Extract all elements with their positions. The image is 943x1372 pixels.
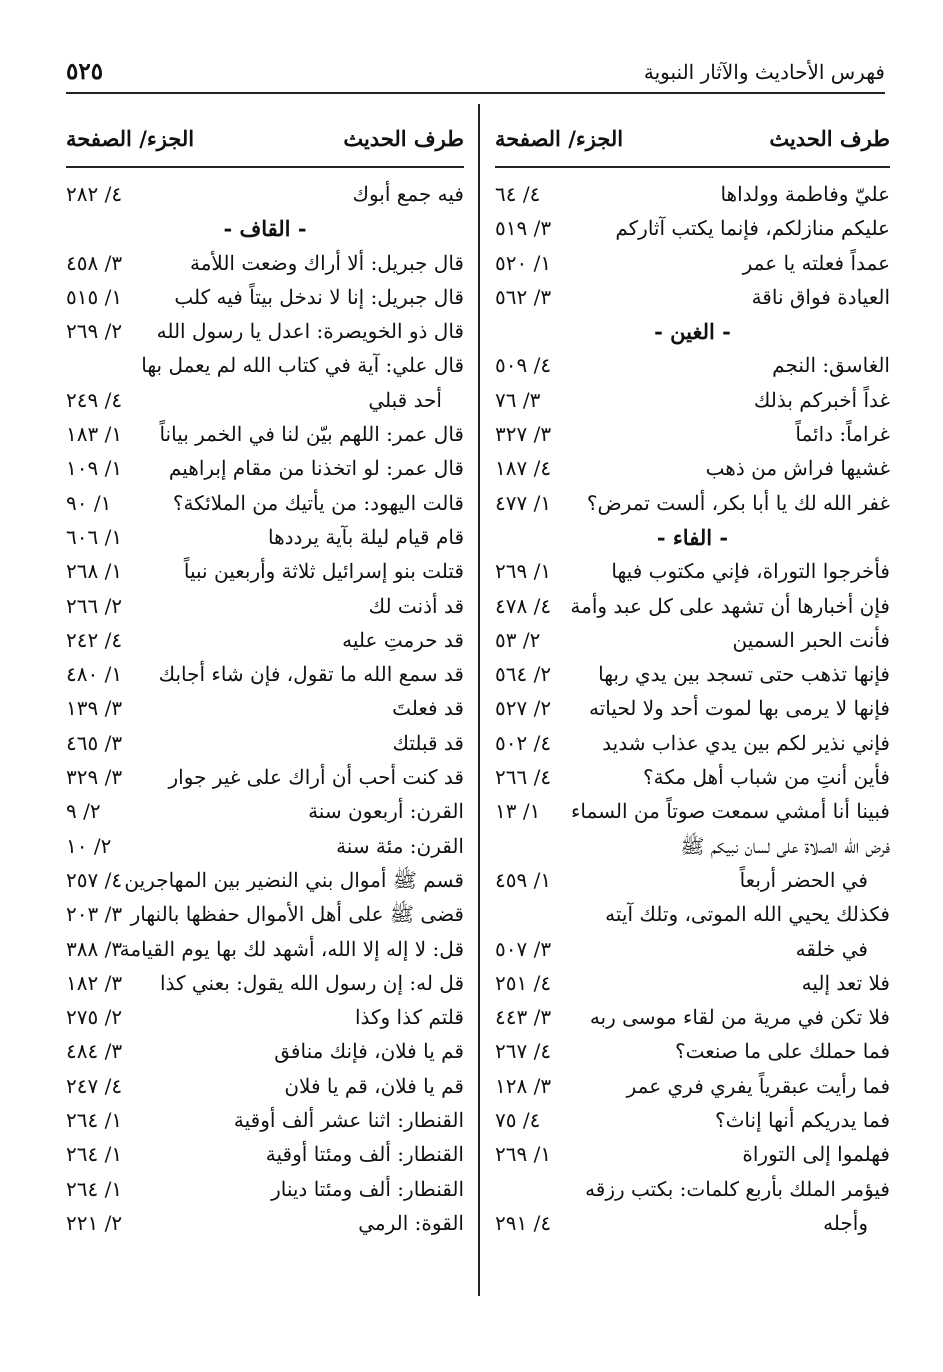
volume-page-ref: ٢/ ٢٢١ [66, 1210, 123, 1235]
hadith-text: عمداً فعلته يا عمر [742, 250, 890, 275]
volume-page-ref: ١/ ٤٧٧ [495, 490, 552, 515]
hadith-text: فإن أخبارها أن تشهد على كل عبد وأمة [570, 593, 890, 618]
index-entry [66, 454, 464, 488]
index-entry [66, 283, 464, 317]
hadith-text: قال جبريل: إنا لا ندخل بيتاً فيه كلب [174, 284, 464, 309]
reference-heading: الجزء/ الصفحة [66, 126, 195, 151]
volume-page-ref: ١/ ٤٥٩ [495, 867, 552, 892]
index-entry [66, 1209, 464, 1243]
hadith-text: فأنت الحبر السمين [732, 627, 890, 652]
hadith-text: فإنها تذهب حتى تسجد بين يدي ربها [598, 662, 890, 687]
index-entry [495, 386, 890, 420]
index-entry [66, 1175, 464, 1209]
hadith-text: العيادة فواق ناقة [751, 284, 890, 309]
hadith-text: قسم ﷺ أموال بني النضير بين المهاجرين [124, 867, 464, 892]
hadith-text: قلتم كذا وكذا [354, 1005, 464, 1030]
section-heading [66, 214, 464, 248]
hadith-text: قال علي: آية في كتاب الله لم يعمل بها [141, 353, 464, 378]
volume-page-ref: ٢/ ٢٦٩ [66, 319, 123, 344]
volume-page-ref: ٤/ ٢٦٦ [495, 765, 552, 790]
index-entry [66, 420, 464, 454]
index-entry [66, 592, 464, 626]
volume-page-ref: ٤/ ٤٧٨ [495, 593, 552, 618]
volume-page-ref: ١/ ١٠٩ [66, 456, 123, 481]
volume-page-ref: ٤/ ١٨٧ [495, 456, 552, 481]
index-entry [66, 626, 464, 660]
hadith-text: القرن: مئة سنة [336, 833, 464, 858]
hadith-text: فيه جمع أبوك [352, 182, 464, 206]
index-entry [495, 866, 890, 900]
volume-page-ref: ٢/ ٥٣ [495, 627, 541, 652]
volume-page-ref: ٢/ ٩ [66, 799, 101, 824]
hadith-text: وأجله [823, 1210, 868, 1235]
volume-page-ref: ٢/ ٢٧٥ [66, 1005, 123, 1030]
index-entry [495, 1072, 890, 1106]
index-entry [495, 1003, 890, 1037]
index-entry [66, 1072, 464, 1106]
index-entry [495, 592, 890, 626]
index-entry [495, 797, 890, 831]
hadith-text: فإنها لا يرمى بها لموت أحد ولا لحياته [588, 696, 890, 721]
index-entry [495, 900, 890, 934]
index-entry [495, 729, 890, 763]
index-entry [66, 797, 464, 831]
volume-page-ref: ٣/ ١٨٢ [66, 970, 123, 995]
right-column-header [495, 118, 890, 168]
hadith-text: فلا تعد إليه [801, 970, 890, 995]
hadith-text: قد أذنت لك [368, 593, 464, 618]
volume-page-ref: ١/ ٥١٥ [66, 284, 123, 309]
index-entry [495, 1106, 890, 1140]
index-entry [495, 1175, 890, 1209]
hadith-text: فكذلك يحيي الله الموتى، وتلك آيته [605, 902, 890, 927]
hadith-text: فأخرجوا التوراة، فإني مكتوب فيها [611, 559, 890, 584]
left-column-header [66, 118, 464, 168]
index-entry [495, 1209, 890, 1243]
right-column [495, 118, 890, 1243]
header-title: فهرس الأحاديث والآثار النبوية [643, 60, 885, 84]
volume-page-ref: ١/ ٢٦٤ [66, 1108, 123, 1133]
running-header [66, 58, 885, 94]
index-entry [66, 729, 464, 763]
index-entry [66, 1003, 464, 1037]
volume-page-ref: ٤/ ٢٤٢ [66, 627, 123, 652]
volume-page-ref: ٢/ ١٠ [66, 833, 112, 858]
volume-page-ref: ٤/ ٢٤٧ [66, 1073, 123, 1098]
hadith-text: قم يا فلان، فإنك منافق [274, 1039, 464, 1064]
volume-page-ref: ٣/ ٧٦ [495, 387, 541, 412]
hadith-text: غداً أخبركم بذلك [753, 387, 890, 412]
index-entry [495, 694, 890, 728]
volume-page-ref: ٣/ ١٣٩ [66, 696, 123, 721]
index-entry [66, 1106, 464, 1140]
index-entry [66, 386, 464, 420]
hadith-text: قال جبريل: ألا أراك وضعت اللأمة [189, 250, 464, 275]
hadith-heading: طرف الحديث [769, 126, 890, 151]
volume-page-ref: ٤/ ٥٠٩ [495, 353, 552, 378]
index-entry [66, 1037, 464, 1071]
hadith-text: القنطار: اثنا عشر ألف أوقية [233, 1108, 464, 1133]
index-entry [495, 626, 890, 660]
hadith-text: قال ذو الخويصرة: اعدل يا رسول الله [156, 319, 464, 344]
index-entry [66, 317, 464, 351]
hadith-text: فأين أنتِ من شباب أهل مكة؟ [643, 765, 890, 790]
index-entry [66, 1140, 464, 1174]
section-title: - الغين - [654, 319, 731, 345]
volume-page-ref: ١/ ٢٦٤ [66, 1176, 123, 1201]
volume-page-ref: ١/ ٦٠٦ [66, 524, 123, 549]
index-entry [66, 523, 464, 557]
volume-page-ref: ١/ ٢٦٤ [66, 1142, 123, 1167]
index-entry [495, 180, 890, 214]
volume-page-ref: ٤/ ٢٦٧ [495, 1039, 552, 1064]
hadith-text: الغاسق: النجم [772, 353, 890, 378]
hadith-text: القنطار: ألف ومئتا أوقية [265, 1142, 464, 1167]
hadith-text: في خلقه [795, 936, 868, 961]
hadith-text: قل له: إن رسول الله يقول: بعني كذا [159, 970, 464, 995]
index-entry [66, 694, 464, 728]
index-entry [66, 249, 464, 283]
index-entry [66, 866, 464, 900]
index-entry [66, 180, 464, 214]
volume-page-ref: ٤/ ٧٥ [495, 1108, 541, 1133]
volume-page-ref: ٢/ ٥٦٤ [495, 662, 552, 687]
index-entry [495, 1037, 890, 1071]
volume-page-ref: ٤/ ٢٥١ [495, 970, 552, 995]
hadith-text: قضى ﷺ على أهل الأموال حفظها بالنهار [130, 902, 464, 927]
hadith-text: قد كنت أحب أن أراك على غير جوار [168, 765, 464, 790]
hadith-text: قل: لا إله إلا الله، أشهد لك بها يوم القيامة [119, 936, 464, 961]
index-entry [495, 660, 890, 694]
volume-page-ref: ٣/ ٤٤٣ [495, 1005, 552, 1030]
volume-page-ref: ١/ ٢٦٩ [495, 1142, 552, 1167]
hadith-text: قام قيام ليلة بآية يرددها [267, 524, 464, 549]
volume-page-ref: ١/ ١٣ [495, 799, 541, 824]
index-entry [66, 832, 464, 866]
index-entry [495, 1140, 890, 1174]
volume-page-ref: ٤/ ٥٠٢ [495, 730, 552, 755]
volume-page-ref: ١/ ٢٦٨ [66, 559, 123, 584]
volume-page-ref: ١/ ٩٠ [66, 490, 112, 515]
index-entry [495, 489, 890, 523]
volume-page-ref: ٣/ ٥١٩ [495, 216, 552, 241]
hadith-text: القرن: أربعون سنة [308, 799, 464, 824]
volume-page-ref: ١/ ٤٨٠ [66, 662, 123, 687]
index-entry [66, 763, 464, 797]
section-heading [495, 523, 890, 557]
section-title: - القاف - [223, 216, 307, 242]
index-entry [66, 351, 464, 385]
hadith-text: قتلت بنو إسرائيل ثلاثة وأربعين نبياً [183, 559, 464, 584]
page-number: ٥٢٥ [66, 58, 104, 85]
hadith-text: فإني نذير لكم بين يدي عذاب شديد [602, 730, 890, 755]
hadith-text: القوة: الرمي [358, 1210, 464, 1235]
volume-page-ref: ٣/ ٥٦٢ [495, 284, 552, 309]
hadith-text: فهلموا إلى التوراة [742, 1142, 890, 1167]
volume-page-ref: ٤/ ٢٨٢ [66, 182, 123, 206]
index-entry [66, 900, 464, 934]
hadith-text: غفر الله لك يا أبا بكر، ألست تمرض؟ [586, 490, 890, 515]
hadith-heading: طرف الحديث [343, 126, 464, 151]
volume-page-ref: ٣/ ٤٥٨ [66, 250, 123, 275]
hadith-text: فلا تكن في مرية من لقاء موسى ربه [589, 1005, 890, 1030]
volume-page-ref: ٣/ ٤٦٥ [66, 730, 123, 755]
hadith-text: القنطار: ألف ومئتا دينار [271, 1176, 464, 1201]
hadith-text: فما حملك على ما صنعت؟ [675, 1039, 890, 1064]
left-column [66, 118, 464, 1243]
index-entry [66, 660, 464, 694]
hadith-text: قال عمر: لو اتخذنا من مقام إبراهيم [168, 456, 464, 481]
volume-page-ref: ٢/ ٢٦٦ [66, 593, 123, 618]
hadith-text: فبينا أنا أمشي سمعت صوتاً من السماء [571, 799, 890, 824]
hadith-text: قد قبلتك [392, 730, 464, 755]
hadith-text: قالت اليهود: من يأتيك من الملائكة؟ [172, 490, 464, 515]
index-entry [495, 283, 890, 317]
volume-page-ref: ٤/ ٢٩١ [495, 1210, 552, 1235]
hadith-text: فما يدريكم أنها إناث؟ [714, 1108, 890, 1133]
volume-page-ref: ٤/ ٢٥٧ [66, 867, 123, 892]
hadith-text: قد سمع الله ما تقول، فإن شاء أجابك [158, 662, 464, 687]
hadith-text: فيؤمر الملك بأربع كلمات: بكتب رزقه [585, 1176, 890, 1201]
volume-page-ref: ١/ ١٨٣ [66, 422, 123, 447]
hadith-text: قد حرمتِ عليه [342, 627, 464, 652]
column-divider [478, 104, 480, 1296]
index-entry [495, 351, 890, 385]
volume-page-ref: ٢/ ٥٢٧ [495, 696, 552, 721]
hadith-text: قد فعلتَ [392, 696, 464, 721]
volume-page-ref: ٣/ ٣٢٩ [66, 765, 123, 790]
hadith-text: قال عمر: اللهم بيّن لنا في الخمر بياناً [159, 422, 464, 447]
right-entries [495, 180, 890, 1243]
hadith-text: غشيها فراش من ذهب [705, 456, 890, 481]
index-entry [495, 249, 890, 283]
volume-page-ref: ١/ ٥٢٠ [495, 250, 552, 275]
volume-page-ref: ٣/ ٢٠٣ [66, 902, 123, 927]
section-heading [495, 317, 890, 351]
hadith-text: عليكم منازلكم، فإنما يكتب آثاركم [615, 216, 890, 241]
volume-page-ref: ٣/ ٣٨٨ [66, 936, 123, 961]
index-entry [495, 832, 890, 866]
reference-heading: الجزء/ الصفحة [495, 126, 624, 151]
hadith-text: قم يا فلان، قم يا فلان [284, 1073, 464, 1098]
index-entry [495, 454, 890, 488]
hadith-text: غراماً: دائماً [795, 422, 890, 447]
volume-page-ref: ٣/ ٥٠٧ [495, 936, 552, 961]
left-entries [66, 180, 464, 1243]
index-entry [495, 557, 890, 591]
volume-page-ref: ٣/ ٣٢٧ [495, 422, 552, 447]
hadith-text: فما رأيت عبقرياً يفري فري عمر [626, 1073, 890, 1098]
section-title: - الفاء - [656, 524, 729, 550]
index-entry [495, 420, 890, 454]
volume-page-ref: ١/ ٢٦٩ [495, 559, 552, 584]
index-entry [66, 557, 464, 591]
volume-page-ref: ٤/ ٦٤ [495, 182, 541, 206]
hadith-text: أحد قبلي [368, 387, 442, 412]
index-entry [495, 935, 890, 969]
volume-page-ref: ٤/ ٢٤٩ [66, 387, 123, 412]
index-entry [66, 969, 464, 1003]
volume-page-ref: ٣/ ٤٨٤ [66, 1039, 123, 1064]
hadith-text: عليّ وفاطمة وولداها [720, 182, 890, 206]
index-entry [495, 763, 890, 797]
volume-page-ref: ٣/ ١٢٨ [495, 1073, 552, 1098]
hadith-text: فرض الله الصلاة على لسان نبيكم ﷺ [680, 833, 890, 858]
index-entry [495, 969, 890, 1003]
hadith-text: في الحضر أربعاً [739, 867, 868, 892]
index-entry [495, 214, 890, 248]
index-entry [66, 935, 464, 969]
index-entry [66, 489, 464, 523]
